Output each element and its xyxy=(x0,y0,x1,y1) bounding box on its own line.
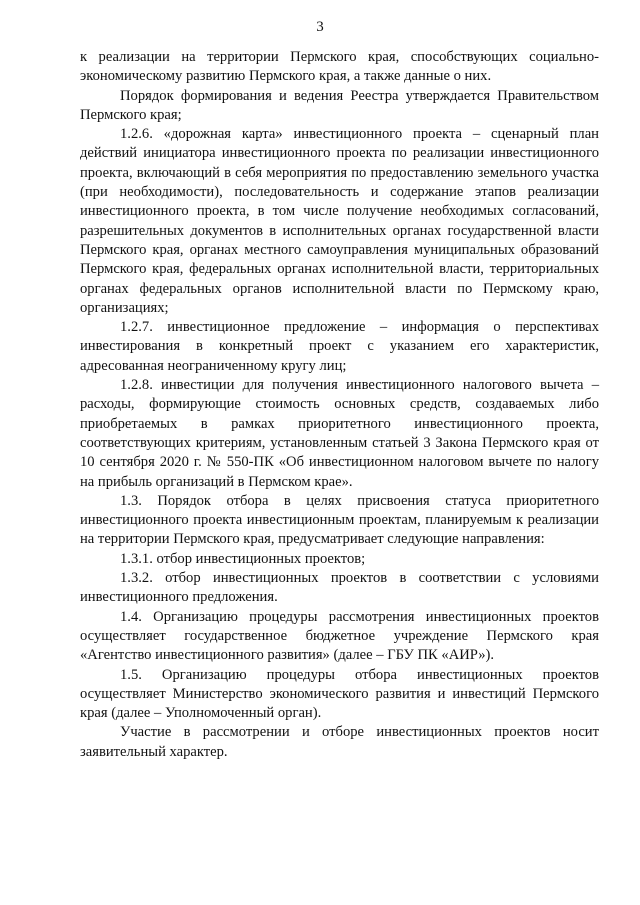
paragraph-registry-order: Порядок формирования и ведения Реестра утверждается Правительством Пермского края; xyxy=(80,87,599,123)
paragraph-participation: Участие в рассмотрении и отборе инвестиционных проектов носит заявительный характер. xyxy=(80,724,599,760)
page-number: 3 xyxy=(316,19,324,35)
paragraph-1-5: 1.5. Организацию процедуры отбора инвестиционных проектов осуществляет Министерство экономического развития и инвестиций Пермского края (далее – Уполномоченный орган). xyxy=(80,666,599,722)
paragraph-1-3-2: 1.3.2. отбор инвестиционных проектов в соответствии с условиями инвестиционного предложения. xyxy=(80,570,599,606)
paragraph-continuation: к реализации на территории Пермского края, способствующих социально-экономическому развитию Пермского края, а также данные о них. xyxy=(80,49,599,85)
document-body xyxy=(80,48,599,762)
paragraph-1-2-7-investment-proposal: 1.2.7. инвестиционное предложение – информация о перспективах инвестирования в конкретный проект с указанием его характеристик, адресованная неограниченному кругу лиц; xyxy=(80,319,599,374)
paragraph-1-2-6-roadmap: 1.2.6. «дорожная карта» инвестиционного проекта – сценарный план действий инициатора инвестиционного проекта по реализации инвестиционного проекта, включающий в себя мероприятия по предоставлению земельного участка (при необходимости), последовательность и содержание этапов реализации инвестиционного проекта, в том числе получение необходимых согласований, разрешительных документов в исполнительных органах государственной власти Пермского края, органах местного самоуправления муниципальных образований Пермского края, федеральных органах исполнительной власти, территориальных органах федеральных органов исполнительной власти по Пермскому краю, организациях; xyxy=(80,126,599,316)
paragraph-1-3-selection-order: 1.3. Порядок отбора в целях присвоения статуса приоритетного инвестиционного проекта инвестиционным проектам, планируемым к реализации на территории Пермского края, предусматривает следующие направления: xyxy=(80,492,599,548)
paragraph-1-4: 1.4. Организацию процедуры рассмотрения инвестиционных проектов осуществляет государственное бюджетное учреждение Пермского края «Агентство инвестиционного развития» (далее – ГБУ ПК «АИР»). xyxy=(80,608,599,664)
paragraph-1-3-1: 1.3.1. отбор инвестиционных проектов; xyxy=(120,550,366,567)
paragraph-1-2-8-tax-deduction: 1.2.8. инвестиции для получения инвестиционного налогового вычета – расходы, формирующие стоимость основных средств, создаваемых либо приобретаемых в рамках приоритетного инвестиционного проекта, соответствующих критериям, установленным статьей 3 Закона Пермского края от 10 сентября 2020 г. № 550-ПК «Об инвестиционном налоговом вычете по налогу на прибыль организаций в Пермском крае». xyxy=(80,377,599,490)
